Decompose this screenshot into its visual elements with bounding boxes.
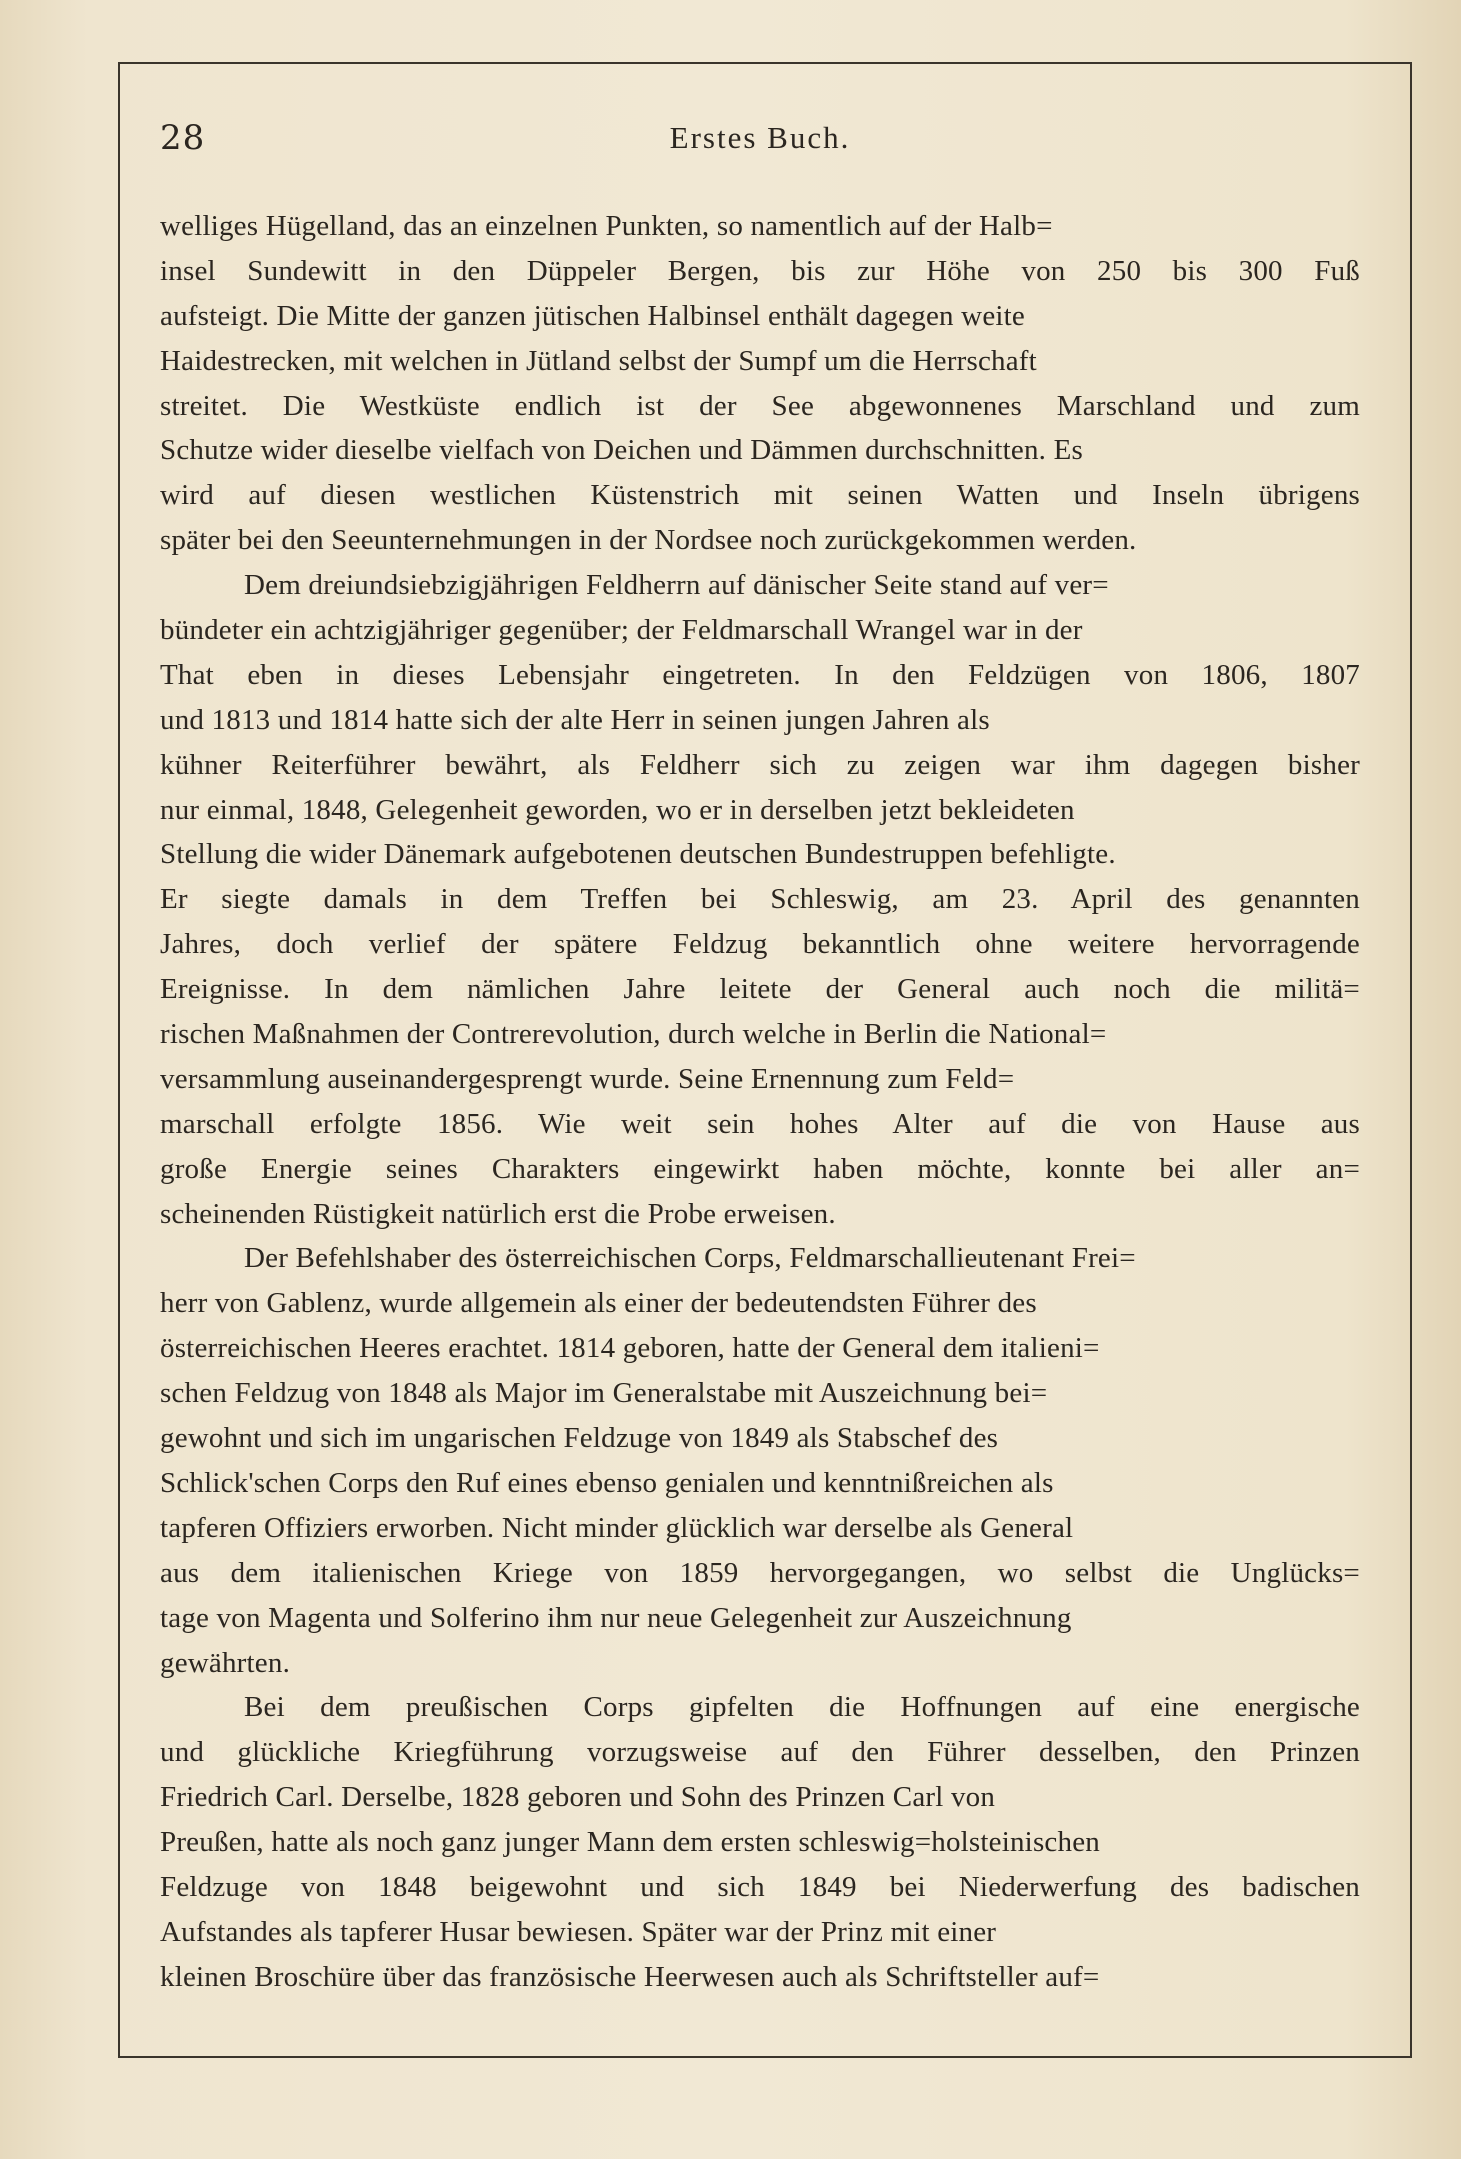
- text-line: streitet. Die Westküste endlich ist der See abgewonnenes Marschland und zum: [160, 389, 1360, 422]
- text-line: Haidestrecken, mit welchen in Jütland selbst der Sumpf um die Herrschaft: [160, 344, 1037, 377]
- text-line: nur einmal, 1848, Gelegenheit geworden, wo er in derselben jetzt bekleideten: [160, 793, 1075, 826]
- text-line: insel Sundewitt in den Düppeler Bergen, bis zur Höhe von 250 bis 300 Fuß: [160, 254, 1360, 287]
- text-line: Stellung die wider Dänemark aufgebotenen deutschen Bundestruppen befehligte.: [160, 838, 1116, 871]
- text-line: und 1813 und 1814 hatte sich der alte Herr in seinen jungen Jahren als: [160, 703, 990, 736]
- text-line: große Energie seines Charakters eingewirkt haben möchte, konnte bei aller an=: [160, 1152, 1360, 1185]
- text-line: Schutze wider dieselbe vielfach von Deichen und Dämmen durchschnitten. Es: [160, 434, 1083, 467]
- text-line: Jahres, doch verlief der spätere Feldzug bekanntlich ohne weitere hervorragende: [160, 928, 1360, 961]
- text-line: tapferen Offiziers erworben. Nicht minder glücklich war derselbe als General: [160, 1511, 1074, 1544]
- text-line: tage von Magenta und Solferino ihm nur neue Gelegenheit zur Auszeichnung: [160, 1601, 1072, 1634]
- text-line: Aufstandes als tapferer Husar bewiesen. Später war der Prinz mit einer: [160, 1915, 997, 1948]
- text-line: österreichischen Heeres erachtet. 1814 geboren, hatte der General dem italieni=: [160, 1332, 1100, 1365]
- text-line: Bei dem preußischen Corps gipfelten die Hoffnungen auf eine energische: [244, 1691, 1360, 1724]
- text-line: kleinen Broschüre über das französische Heerwesen auch als Schriftsteller auf=: [160, 1960, 1100, 1993]
- text-line: Der Befehlshaber des österreichischen Corps, Feldmarschallieutenant Frei=: [244, 1242, 1136, 1275]
- text-line: bündeter ein achtzigjähriger gegenüber; der Feldmarschall Wrangel war in der: [160, 614, 1083, 647]
- page-header: [160, 112, 1360, 162]
- text-line: That eben in dieses Lebensjahr eingetreten. In den Feldzügen von 1806, 1807: [160, 658, 1360, 691]
- text-line: aus dem italienischen Kriege von 1859 hervorgegangen, wo selbst die Unglücks=: [160, 1556, 1360, 1589]
- body-text: [160, 204, 1360, 2000]
- text-line: Er siegte damals in dem Treffen bei Schleswig, am 23. April des genannten: [160, 883, 1360, 916]
- text-line: Feldzuge von 1848 beigewohnt und sich 1849 bei Niederwerfung des badischen: [160, 1870, 1360, 1903]
- page-number: 28: [160, 118, 206, 158]
- text-line: Friedrich Carl. Derselbe, 1828 geboren und Sohn des Prinzen Carl von: [160, 1781, 996, 1814]
- text-line: Preußen, hatte als noch ganz junger Mann dem ersten schleswig=holsteinischen: [160, 1826, 1100, 1859]
- text-line: rischen Maßnahmen der Contrerevolution, durch welche in Berlin die National=: [160, 1018, 1107, 1051]
- text-line: gewährten.: [160, 1646, 291, 1679]
- text-line: schen Feldzug von 1848 als Major im Generalstabe mit Auszeichnung bei=: [160, 1377, 1048, 1410]
- text-line: gewohnt und sich im ungarischen Feldzuge von 1849 als Stabschef des: [160, 1422, 999, 1455]
- text-line: aufsteigt. Die Mitte der ganzen jütischen Halbinsel enthält dagegen weite: [160, 299, 1025, 332]
- text-line: herr von Gablenz, wurde allgemein als einer der bedeutendsten Führer des: [160, 1287, 1037, 1320]
- text-line: Dem dreiundsiebzigjährigen Feldherrn auf dänischer Seite stand auf ver=: [244, 569, 1109, 602]
- text-line: welliges Hügelland, das an einzelnen Punkten, so namentlich auf der Halb=: [160, 210, 1053, 242]
- running-title: Erstes Buch.: [669, 120, 851, 155]
- text-line: versammlung auseinandergesprengt wurde. Seine Ernennung zum Feld=: [160, 1062, 1015, 1095]
- text-line: Schlick'schen Corps den Ruf eines ebenso genialen und kenntnißreichen als: [160, 1466, 1054, 1499]
- text-line: wird auf diesen westlichen Küstenstrich mit seinen Watten und Inseln übrigens: [160, 479, 1360, 512]
- text-line: marschall erfolgte 1856. Wie weit sein hohes Alter auf die von Hause aus: [160, 1107, 1360, 1140]
- text-line: kühner Reiterführer bewährt, als Feldherr sich zu zeigen war ihm dagegen bisher: [160, 748, 1360, 781]
- text-line: scheinenden Rüstigkeit natürlich erst die Probe erweisen.: [160, 1197, 836, 1230]
- text-line: Ereignisse. In dem nämlichen Jahre leitete der General auch noch die militä=: [160, 973, 1360, 1006]
- text-line: und glückliche Kriegführung vorzugsweise auf den Führer desselben, den Prinzen: [160, 1736, 1360, 1769]
- text-line: später bei den Seeunternehmungen in der Nordsee noch zurückgekommen werden.: [160, 524, 1137, 557]
